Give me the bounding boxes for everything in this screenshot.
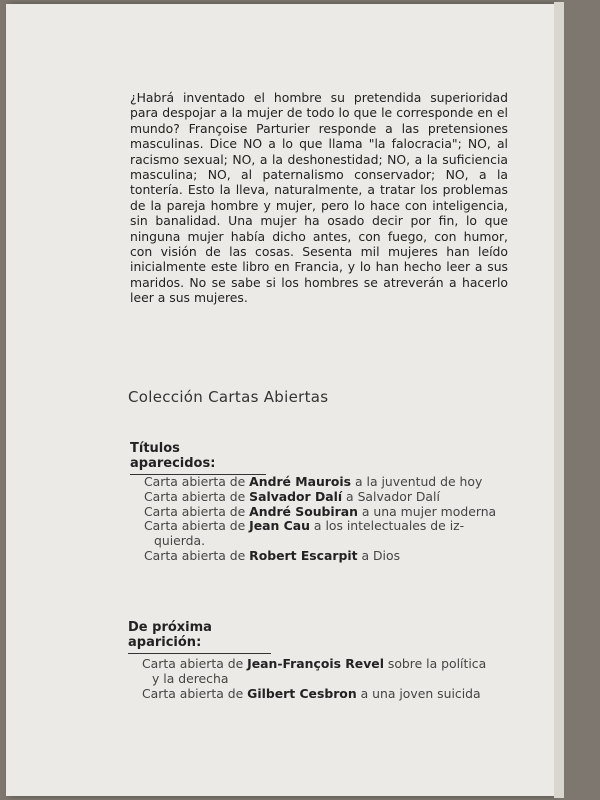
list-item: Carta abierta de Gilbert Cesbron a una joven suicida — [142, 685, 481, 701]
list-item: Carta abierta de Jean Cau a los intelectuales de iz- quierda. — [144, 518, 465, 549]
author-name: André Soubiran — [249, 503, 358, 519]
upcoming-heading: De próxima aparición: — [128, 620, 271, 654]
titles-heading: Títulos aparecidos: — [130, 441, 266, 475]
list-item: Carta abierta de André Soubiran a una mujer moderna — [144, 503, 497, 519]
author-name: Gilbert Cesbron — [247, 685, 357, 701]
author-name: André Maurois — [249, 474, 352, 489]
list-item: Carta abierta de Jean-François Revel sobre la política y la derecha — [142, 656, 487, 686]
author-name: Jean Cau — [249, 518, 310, 534]
titles-list — [144, 475, 504, 564]
author-name: Salvador Dalí — [249, 488, 343, 504]
author-name: Jean-François Revel — [247, 656, 384, 671]
list-item: Carta abierta de Salvador Dalí a Salvador Dalí — [144, 488, 440, 504]
upcoming-list — [142, 657, 502, 701]
list-item: Carta abierta de Robert Escarpit a Dios — [144, 547, 401, 563]
blurb-paragraph: ¿Habrá inventado el hombre su pretendida superioridad para despojar a la mujer de todo lo que le corresponde en el mundo? Françoise Parturier responde a las pretensiones masculinas. Dice NO a lo que llama "la falocracia"; NO, al racismo sexual; NO, a la deshonestidad; NO, a la suficiencia masculina; NO, al paternalismo conservador; NO, a la tontería. Esto la lleva, naturalmente, a tratar los problemas de la pareja hombre y mujer, pero lo hace con inteligencia, sin banalidad. Una mujer ha osado decir por fin, lo que ninguna mujer había dicho antes, con fuego, con humor, con visión de las cosas. Sesenta mil mujeres han leído inicialmente este libro en Francia, y lo han hecho leer a sus maridos. No se sabe si los hombres se atreverán a hacerlo leer a sus mujeres. — [130, 90, 508, 306]
book-back-cover — [6, 4, 554, 796]
author-name: Robert Escarpit — [249, 547, 358, 563]
list-item: Carta abierta de André Maurois a la juventud de hoy — [144, 474, 483, 489]
collection-title: Colección Cartas Abiertas — [128, 388, 329, 406]
book-page-edge — [554, 2, 564, 798]
